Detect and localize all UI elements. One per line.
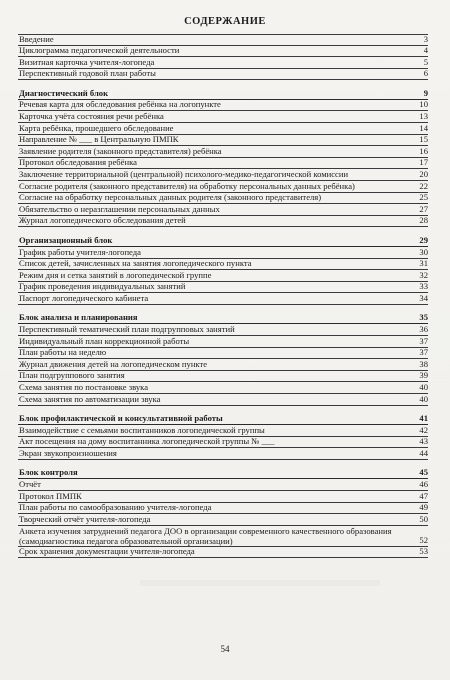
toc-entry — [18, 371, 428, 383]
toc-entry-title: Схема занятия по постановке звука — [19, 381, 149, 392]
toc-entry-page: 22 — [419, 180, 428, 191]
toc-entry-page: 44 — [419, 447, 428, 458]
toc-entry — [18, 526, 428, 547]
toc-entry-page: 46 — [419, 478, 428, 489]
toc-entry-page: 41 — [419, 413, 428, 424]
toc-entry-title: Циклограмма педагогической деятельности — [19, 45, 180, 56]
toc-entry-title: Организационный блок — [19, 234, 113, 245]
toc-entry-title: Блок анализа и планирования — [19, 312, 138, 323]
toc-entry — [18, 479, 428, 491]
toc-entry — [18, 158, 428, 170]
toc-entry-page: 9 — [423, 87, 428, 98]
section-gap — [18, 305, 428, 312]
toc-entry-page: 40 — [419, 381, 428, 392]
table-of-contents — [18, 34, 428, 558]
toc-entry-title: Журнал движения детей на логопедическом пункте — [19, 358, 208, 369]
toc-entry — [18, 547, 428, 559]
toc-entry-title: Список детей, зачисленных на занятия логопедического пункта — [19, 258, 252, 269]
toc-entry-page: 30 — [419, 246, 428, 257]
toc-entry-page: 33 — [419, 281, 428, 292]
toc-entry — [18, 359, 428, 371]
toc-section-heading — [18, 87, 428, 100]
toc-entry — [18, 382, 428, 394]
toc-entry-title: Срок хранения документации учителя-логопеда — [19, 546, 195, 557]
toc-entry-page: 52 — [419, 534, 428, 545]
toc-entry-title: План подгруппового занятия — [19, 370, 125, 381]
toc-entry-title: Блок контроля — [19, 467, 78, 478]
toc-entry — [18, 336, 428, 348]
toc-entry-page: 37 — [419, 347, 428, 358]
toc-entry-title: Перспективный тематический план подгрупповых занятий — [19, 323, 235, 334]
toc-entry-page: 13 — [419, 111, 428, 122]
toc-entry — [18, 34, 428, 46]
toc-entry-page: 35 — [419, 312, 428, 323]
toc-entry-page: 38 — [419, 358, 428, 369]
toc-entry-title: Блок профилактической и консультативной работы — [19, 413, 223, 424]
toc-entry-page: 3 — [423, 33, 428, 44]
toc-entry-title: Согласие родителя (законного представителя) на обработку персональных данных ребёнка) — [19, 180, 355, 191]
toc-entry-title: Паспорт логопедического кабинета — [19, 292, 149, 303]
toc-section-heading — [18, 312, 428, 325]
toc-entry-title: Карта ребёнка, прошедшего обследование — [19, 122, 174, 133]
toc-entry-page: 39 — [419, 370, 428, 381]
toc-entry-page: 50 — [419, 513, 428, 524]
page-number: 54 — [220, 644, 230, 654]
toc-entry — [18, 448, 428, 460]
toc-entry-title: Обязательство о неразглашении персональных данных — [19, 203, 220, 214]
toc-entry-page: 34 — [419, 292, 428, 303]
toc-entry — [18, 247, 428, 259]
toc-entry-title: План работы на неделю — [19, 347, 107, 358]
toc-entry-page: 10 — [419, 99, 428, 110]
toc-entry-page: 6 — [423, 68, 428, 79]
toc-entry-page: 42 — [419, 424, 428, 435]
toc-entry-page: 37 — [419, 335, 428, 346]
toc-entry-title: Анкета изучения затруднений педагога ДОО в организации современного качественного образования (самодиагностика педагога образовательной организации) — [19, 525, 392, 546]
toc-entry — [18, 57, 428, 69]
toc-entry — [18, 259, 428, 271]
toc-entry-page: 32 — [419, 269, 428, 280]
toc-entry-page: 47 — [419, 490, 428, 501]
section-gap — [18, 460, 428, 467]
toc-entry — [18, 169, 428, 181]
toc-entry-title: Творческий отчёт учителя-логопеда — [19, 513, 151, 524]
toc-entry — [18, 270, 428, 282]
toc-entry-title: Акт посещения на дому воспитанника логопедической группы № ___ — [19, 436, 275, 447]
toc-entry-title: Визитная карточка учителя-логопеда — [19, 56, 155, 67]
toc-entry-page: 4 — [423, 45, 428, 56]
toc-entry-page: 36 — [419, 323, 428, 334]
toc-section-heading — [18, 467, 428, 480]
toc-entry — [18, 503, 428, 515]
toc-entry-title: Режим дня и сетка занятий в логопедической группе — [19, 269, 212, 280]
toc-entry-page: 29 — [419, 234, 428, 245]
toc-entry-title: Схема занятия по автоматизации звука — [19, 393, 161, 404]
toc-entry — [18, 216, 428, 228]
toc-entry — [18, 111, 428, 123]
toc-entry-page: 25 — [419, 192, 428, 203]
toc-entry — [18, 146, 428, 158]
toc-entry — [18, 514, 428, 526]
toc-entry-title: Речевая карта для обследования ребёнка на логопункте — [19, 99, 221, 110]
toc-entry-title: Отчёт — [19, 478, 41, 489]
page-title: СОДЕРЖАНИЕ — [184, 16, 266, 27]
toc-entry-page: 40 — [419, 393, 428, 404]
toc-entry-page: 28 — [419, 215, 428, 226]
faint-smudge — [140, 580, 380, 586]
toc-section-heading — [18, 234, 428, 247]
toc-entry-title: Взаимодействие с семьями воспитанников логопедической группы — [19, 424, 265, 435]
toc-entry — [18, 181, 428, 193]
section-gap — [18, 406, 428, 413]
toc-entry — [18, 282, 428, 294]
toc-entry-page: 14 — [419, 122, 428, 133]
toc-entry — [18, 204, 428, 216]
toc-entry — [18, 123, 428, 135]
toc-entry-title: Журнал логопедического обследования детей — [19, 215, 186, 226]
toc-entry-page: 20 — [419, 169, 428, 180]
toc-entry — [18, 425, 428, 437]
toc-entry-title: Перспективный годовой план работы — [19, 68, 156, 79]
toc-entry-page: 45 — [419, 467, 428, 478]
toc-entry-title: План работы по самообразованию учителя-логопеда — [19, 502, 212, 513]
toc-entry-page: 27 — [419, 203, 428, 214]
toc-entry-title: Диагностический блок — [19, 87, 109, 98]
toc-entry — [18, 135, 428, 147]
toc-entry-page: 15 — [419, 134, 428, 145]
toc-entry-title: Протокол ПМПК — [19, 490, 82, 501]
toc-entry — [18, 394, 428, 406]
toc-entry — [18, 46, 428, 58]
toc-entry-title: График работы учителя-логопеда — [19, 246, 141, 257]
toc-entry — [18, 193, 428, 205]
toc-entry-title: Карточка учёта состояния речи ребёнка — [19, 111, 164, 122]
toc-entry-page: 31 — [419, 258, 428, 269]
toc-entry — [18, 348, 428, 360]
toc-entry-title: Направление № ___ в Центральную ПМПК — [19, 134, 179, 145]
toc-entry-title: График проведения индивидуальных занятий — [19, 281, 186, 292]
toc-section-heading — [18, 413, 428, 426]
toc-entry-title: Протокол обследования ребёнка — [19, 157, 137, 168]
toc-entry-title: Заключение территориальной (центральной) психолого-медико-педагогической комиссии — [19, 169, 349, 180]
toc-entry-page: 53 — [419, 546, 428, 557]
toc-entry-title: Согласие на обработку персональных данных родителя (законного представителя) — [19, 192, 322, 203]
section-gap — [18, 227, 428, 234]
toc-entry-page: 49 — [419, 502, 428, 513]
section-gap — [18, 80, 428, 87]
toc-entry-title: Индивидуальный план коррекционной работы — [19, 335, 190, 346]
toc-entry-page: 17 — [419, 157, 428, 168]
toc-entry-page: 16 — [419, 145, 428, 156]
toc-entry — [18, 100, 428, 112]
toc-entry — [18, 437, 428, 449]
toc-entry-page: 43 — [419, 436, 428, 447]
toc-entry — [18, 491, 428, 503]
toc-entry — [18, 69, 428, 81]
toc-entry-title: Заявление родителя (законного представителя) ребёнка — [19, 145, 222, 156]
toc-entry — [18, 324, 428, 336]
toc-entry-title: Экран звукопроизношения — [19, 447, 117, 458]
toc-entry — [18, 293, 428, 305]
toc-entry-page: 5 — [423, 56, 428, 67]
toc-entry-title: Введение — [19, 33, 54, 44]
